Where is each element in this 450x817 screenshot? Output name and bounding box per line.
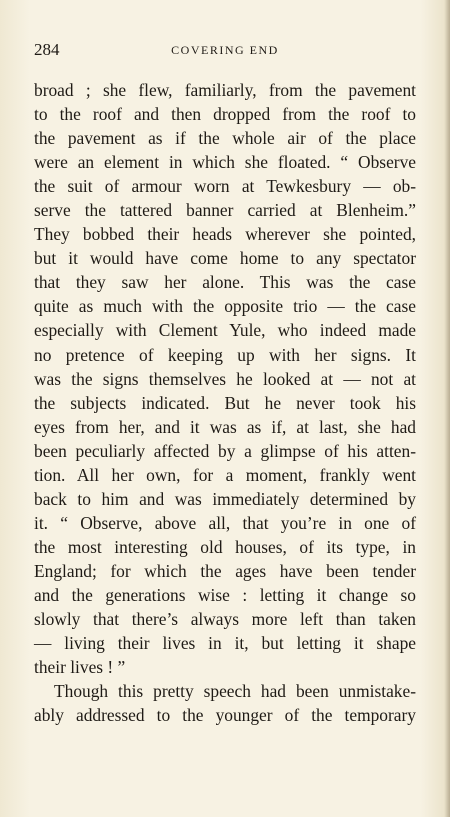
text-line: that they saw her alone. This was the case xyxy=(34,272,416,293)
text-line: broad ; she flew, familiarly, from the pavement xyxy=(34,80,416,100)
text-line: serve the tattered banner carried at Blenheim.” xyxy=(34,200,416,221)
text-line: but it would have come home to any spectator xyxy=(34,248,416,269)
text-line: it. “ Observe, above all, that you’re in one of xyxy=(34,512,416,533)
text-line: were an element in which she floated. “ Observe xyxy=(34,152,416,173)
running-title: COVERING END xyxy=(171,43,279,57)
text-line: the subjects indicated. But he never took his xyxy=(34,392,416,413)
text-line: tion. All her own, for a moment, frankly went xyxy=(34,464,416,485)
text-line: England; for which the ages have been tender xyxy=(34,560,416,581)
text-line: the pavement as if the whole air of the place xyxy=(34,128,416,149)
text-line: eyes from her, and it was as if, at last, she had xyxy=(34,416,416,437)
paragraph-end-line: their lives ! ” xyxy=(34,657,126,678)
text-line: the suit of armour worn at Tewkesbury — ob- xyxy=(34,176,416,197)
text-line: They bobbed their heads wherever she pointed, xyxy=(34,224,416,245)
text-line: especially with Clement Yule, who indeed made xyxy=(34,320,416,341)
page-header xyxy=(34,40,416,60)
text-line: to the roof and then dropped from the roof to xyxy=(34,104,416,125)
text-line: — living their lives in it, but letting it shape xyxy=(34,633,416,654)
text-line: ably addressed to the younger of the temporary xyxy=(34,705,416,726)
page-number: 284 xyxy=(34,40,60,59)
page-edge-shadow xyxy=(444,0,450,817)
body-text xyxy=(34,78,416,727)
paragraph-start-line: Though this pretty speech had been unmistake- xyxy=(54,681,416,702)
text-line: no pretence of keeping up with her signs. It xyxy=(34,344,416,365)
text-line: back to him and was immediately determined by xyxy=(34,488,416,509)
text-line: and the generations wise : letting it change so xyxy=(34,584,416,605)
text-line: the most interesting old houses, of its type, in xyxy=(34,536,416,557)
text-line: quite as much with the opposite trio — the case xyxy=(34,296,416,317)
text-line: been peculiarly affected by a glimpse of his atten- xyxy=(34,440,416,461)
text-line: slowly that there’s always more left than taken xyxy=(34,609,416,630)
text-line: was the signs themselves he looked at — not at xyxy=(34,368,416,389)
